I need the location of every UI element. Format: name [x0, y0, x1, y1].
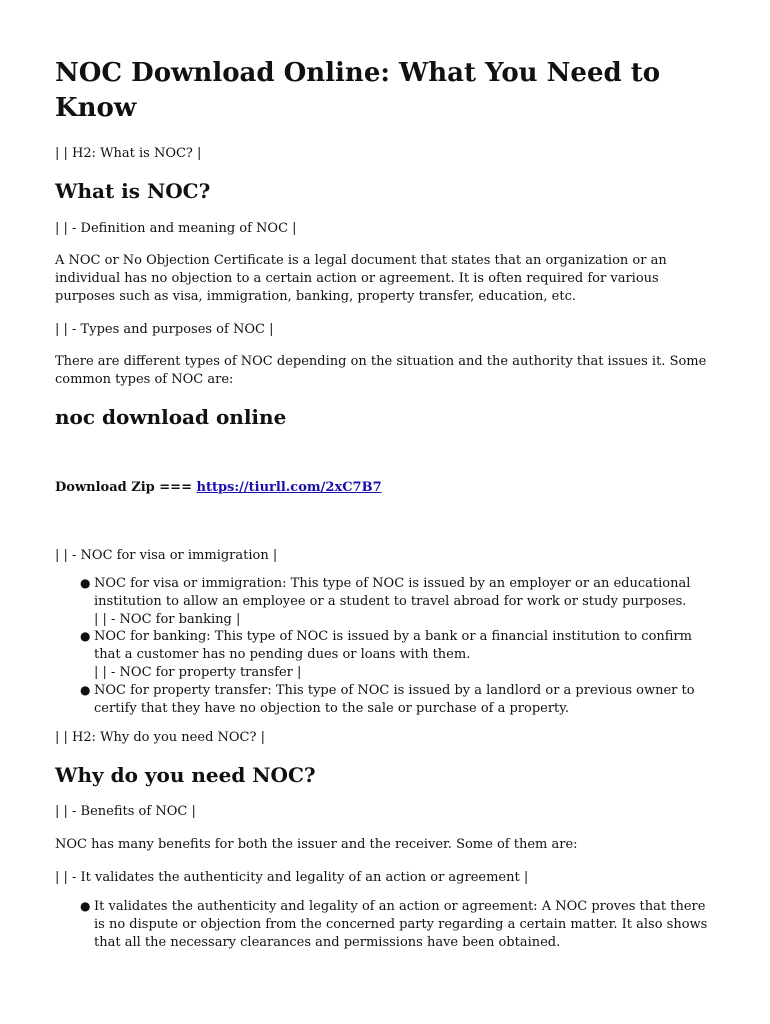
bullet-icon: ● — [80, 682, 91, 697]
bullet-icon: ● — [80, 629, 91, 644]
outline-benefits: | | - Benefits of NOC | — [55, 804, 196, 819]
list-item — [80, 575, 720, 628]
types-paragraph: There are different types of NOC depending on the situation and the authority that issues it. Some common types of NOC are: — [55, 354, 707, 387]
page-title: NOC Download Online: What You Need to Know — [55, 58, 661, 123]
list-item-text: NOC for property transfer: This type of NOC is issued by a landlord or a previous owner to certify that they have no objection to the sale or purchase of a property. — [94, 682, 695, 716]
list-item — [80, 898, 720, 951]
list-item-outline: | | - NOC for property transfer | — [94, 664, 302, 680]
list-item-text: NOC for banking: This type of NOC is issued by a bank or a financial institution to confirm that a customer has no pending dues or loans with them. — [94, 629, 692, 663]
definition-paragraph: A NOC or No Objection Certificate is a legal document that states that an organization or an individual has no objection to a certain action or agreement. It is often required for various purposes such as visa, immigration, banking, property transfer, education, etc. — [55, 253, 667, 304]
download-link[interactable]: https://tiurll.com/2xC7B7 — [196, 480, 382, 495]
download-label: Download Zip === — [55, 480, 192, 495]
heading-what-is-noc: What is NOC? — [55, 179, 211, 203]
outline-visa: | | - NOC for visa or immigration | — [55, 548, 278, 563]
outline-types: | | - Types and purposes of NOC | — [55, 322, 274, 337]
benefits-paragraph: NOC has many benefits for both the issuer and the receiver. Some of them are: — [55, 837, 578, 852]
heading-noc-download-online: noc download online — [55, 405, 287, 429]
heading-why-do-you-need-noc: Why do you need NOC? — [55, 763, 316, 787]
outline-validates: | | - It validates the authenticity and legality of an action or agreement | — [55, 870, 529, 885]
outline-definition: | | - Definition and meaning of NOC | — [55, 221, 297, 236]
outline-h2-what: | | H2: What is NOC? | — [55, 146, 202, 161]
bullet-icon: ● — [80, 576, 91, 590]
list-item-outline: | | - NOC for banking | — [94, 611, 241, 627]
noc-benefits-list — [55, 898, 720, 951]
list-item — [80, 682, 720, 718]
bullet-icon: ● — [80, 899, 91, 913]
list-item — [80, 628, 720, 681]
list-item-text: It validates the authenticity and legality of an action or agreement: A NOC proves that there is no dispute or objection from the concerned party regarding a certain matter. It also shows that all the necessary clearances and permissions have been obtained. — [94, 899, 708, 950]
download-line — [55, 479, 720, 497]
list-item-text: NOC for visa or immigration: This type of NOC is issued by an employer or an educational institution to allow an employee or a student to travel abroad for work or study purposes. — [94, 576, 691, 609]
outline-h2-why: | | H2: Why do you need NOC? | — [55, 730, 265, 745]
noc-types-list — [55, 575, 720, 717]
